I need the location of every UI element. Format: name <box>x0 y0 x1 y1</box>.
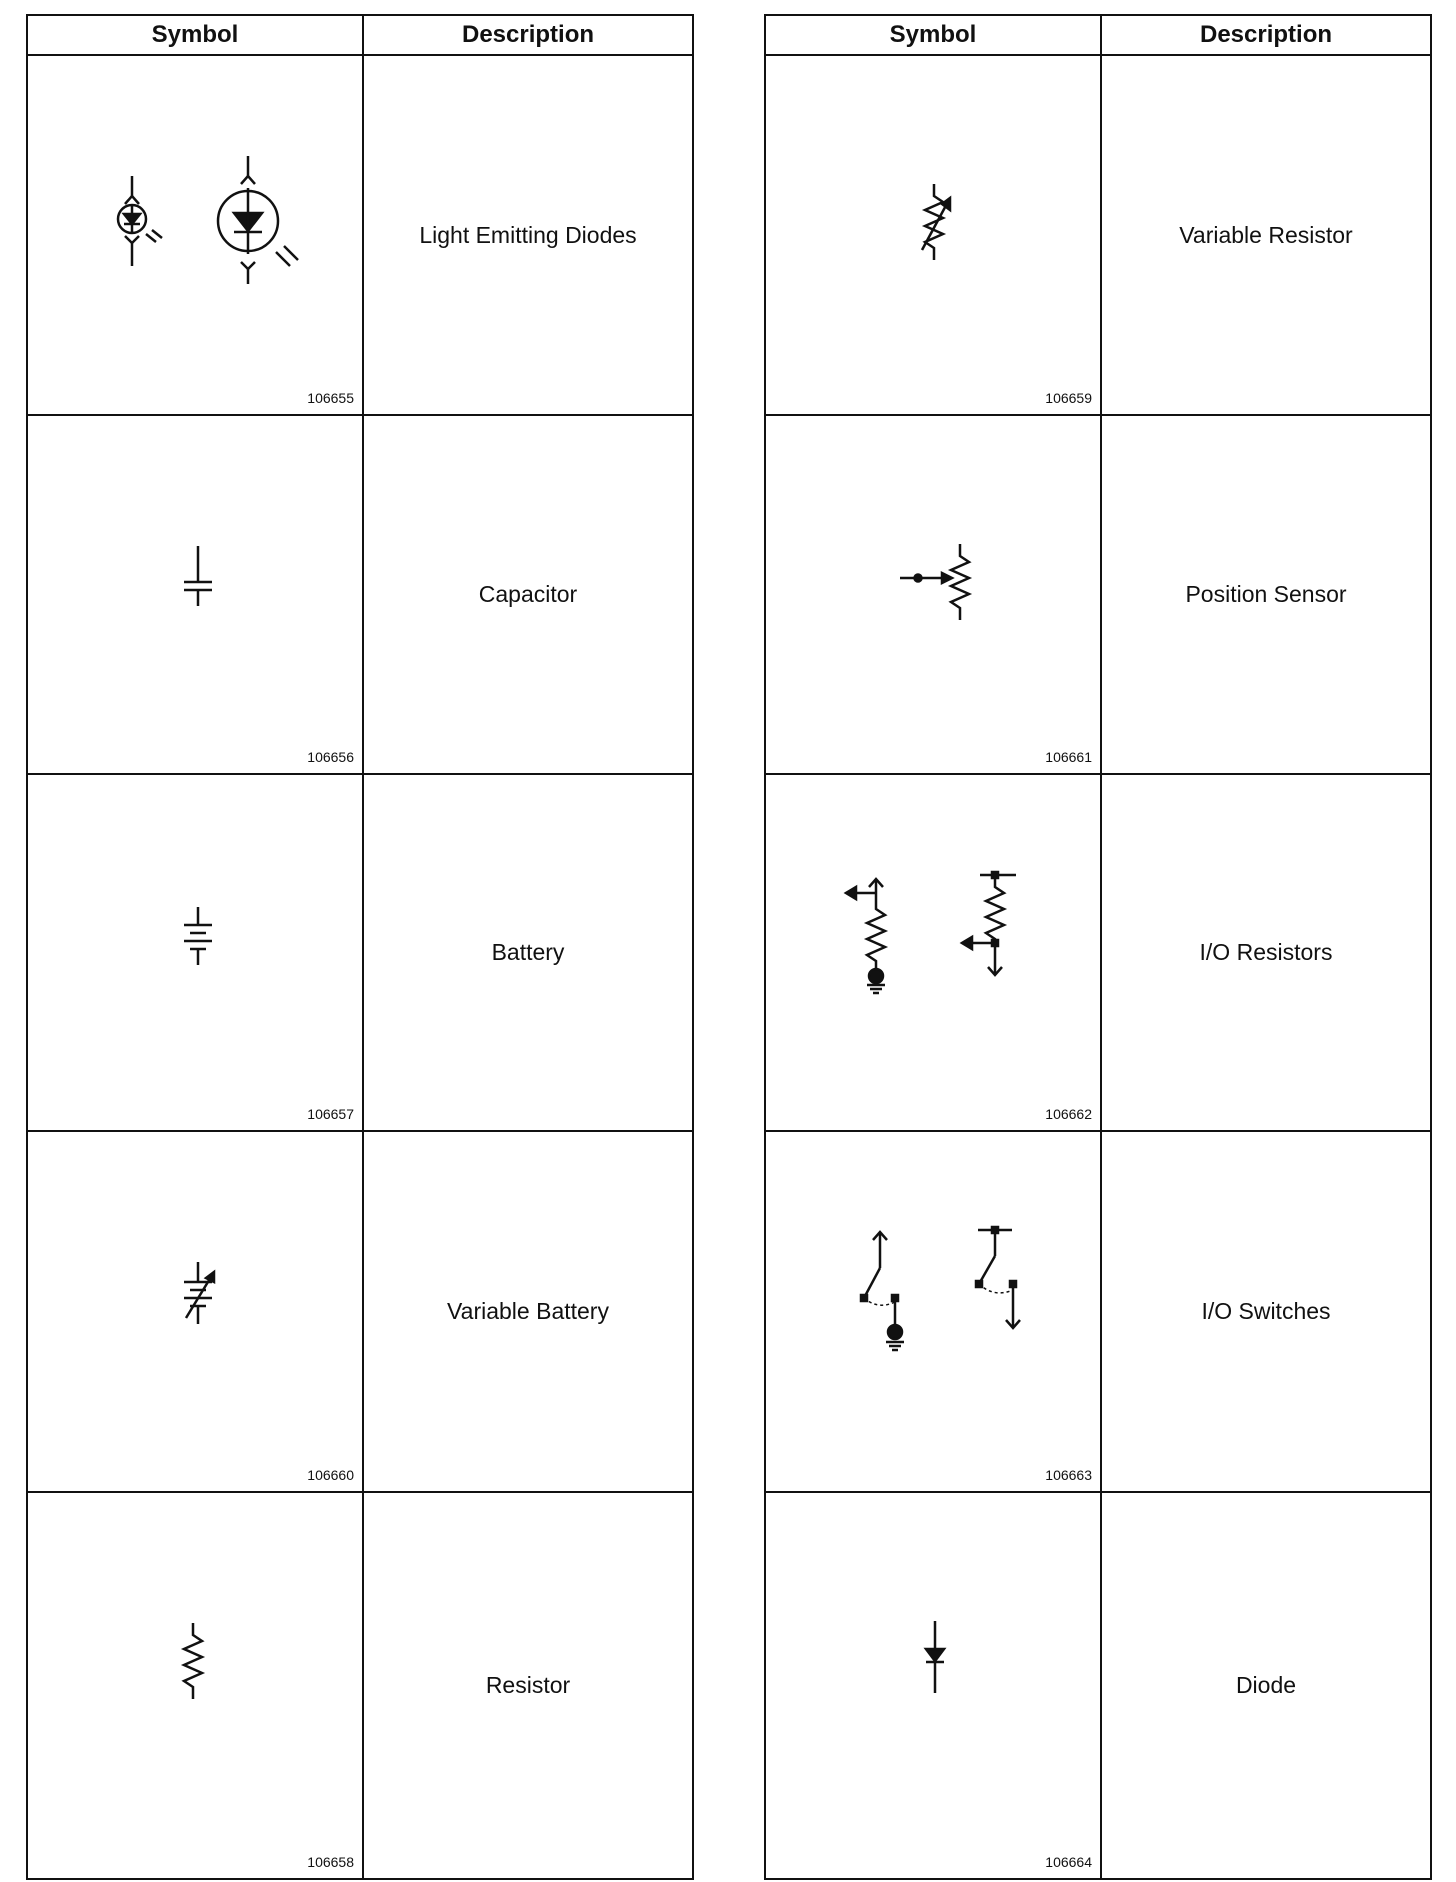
figure-code: 106662 <box>1045 1106 1092 1122</box>
description-cell <box>364 775 692 1130</box>
symbol-cell <box>28 1132 364 1491</box>
table-row <box>766 773 1430 1130</box>
description-text: Position Sensor <box>1185 581 1347 607</box>
table-row <box>766 54 1430 414</box>
description-text: Variable Battery <box>447 1298 609 1324</box>
variable-battery-icon <box>28 1132 364 1493</box>
description-text: Variable Resistor <box>1179 221 1353 248</box>
symbol-cell <box>766 1493 1102 1878</box>
symbol-cell <box>766 56 1102 414</box>
description-text: Resistor <box>485 1672 571 1698</box>
io-resistors-icon <box>766 775 1102 1132</box>
capacitor-icon <box>28 416 364 775</box>
table-row <box>766 1130 1430 1491</box>
figure-code: 106658 <box>307 1854 354 1870</box>
symbol-table-right <box>764 14 1432 1880</box>
figure-code: 106657 <box>307 1106 354 1122</box>
table-row <box>766 414 1430 773</box>
diode-icon <box>766 1493 1102 1880</box>
variable-resistor-icon <box>766 56 1102 416</box>
figure-code: 106655 <box>307 390 354 406</box>
battery-icon <box>28 775 364 1132</box>
figure-code: 106661 <box>1045 749 1092 765</box>
description-cell <box>1102 56 1430 414</box>
position-sensor-icon <box>766 416 1102 775</box>
table-row <box>28 54 692 414</box>
description-cell <box>1102 1493 1430 1878</box>
led-icon <box>28 56 364 416</box>
description-text: I/O Resistors <box>1199 939 1333 965</box>
description-cell <box>364 1493 692 1878</box>
description-text: I/O Switches <box>1201 1298 1331 1324</box>
description-cell <box>364 1132 692 1491</box>
figure-code: 106656 <box>307 749 354 765</box>
symbol-cell <box>766 416 1102 773</box>
figure-code: 106664 <box>1045 1854 1092 1870</box>
symbol-cell <box>28 1493 364 1878</box>
description-cell <box>1102 775 1430 1130</box>
header-description: Description <box>1199 21 1333 48</box>
description-cell <box>364 56 692 414</box>
header-symbol: Symbol <box>766 16 1102 54</box>
description-text: Battery <box>491 939 565 965</box>
figure-code: 106660 <box>307 1467 354 1483</box>
table-row <box>28 1491 692 1878</box>
table-row <box>28 773 692 1130</box>
table-row <box>766 1491 1430 1878</box>
symbol-cell <box>28 775 364 1130</box>
symbol-cell <box>28 56 364 414</box>
table-row <box>28 414 692 773</box>
header-description: Description <box>461 21 595 48</box>
description-cell <box>1102 416 1430 773</box>
figure-code: 106663 <box>1045 1467 1092 1483</box>
description-text: Capacitor <box>478 581 578 607</box>
symbol-cell <box>766 1132 1102 1491</box>
description-cell <box>364 416 692 773</box>
description-text: Light Emitting Diodes <box>419 221 637 248</box>
figure-code: 106659 <box>1045 390 1092 406</box>
header-symbol: Symbol <box>28 16 364 54</box>
symbol-cell <box>766 775 1102 1130</box>
table-header-row <box>766 16 1430 54</box>
table-header-row <box>28 16 692 54</box>
description-cell <box>1102 1132 1430 1491</box>
symbol-cell <box>28 416 364 773</box>
table-row <box>28 1130 692 1491</box>
description-text: Diode <box>1235 1672 1297 1698</box>
symbol-table-left <box>26 14 694 1880</box>
resistor-icon <box>28 1493 364 1880</box>
io-switches-icon <box>766 1132 1102 1493</box>
